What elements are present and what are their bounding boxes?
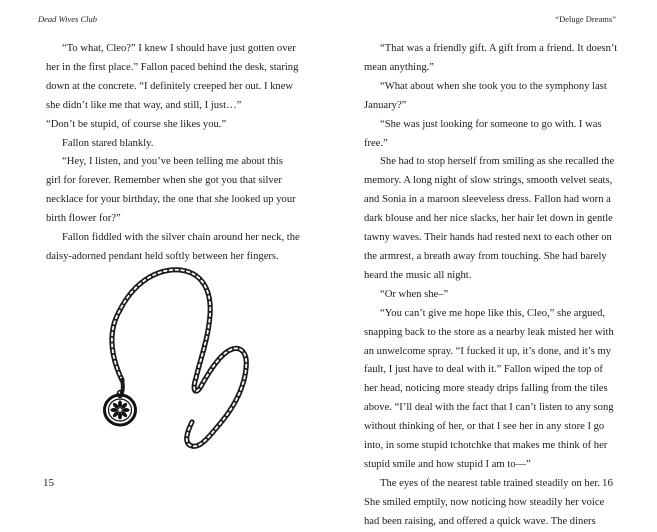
text-line: “Don’t be stupid, of course she likes you.” (46, 118, 227, 130)
text-line: “What about when she took you to the symphony last (380, 80, 607, 92)
text-line: and Sonia in a maroon sleeveless dress. Fallon had worn a (364, 194, 611, 206)
text-line: the armrest, a breath away from touching. She had barely (364, 250, 607, 262)
text-line: birth flower for?” (46, 213, 121, 225)
text-line: She smiled emptily, now noticing how steadily her voice (364, 496, 605, 508)
text-line: “Hey, I listen, and you’ve been telling me about this (62, 156, 283, 168)
text-line: snapping back to the store as a nearby leak misted her with (364, 326, 614, 338)
text-line: She had to stop herself from smiling as she recalled the (380, 156, 615, 168)
text-line: she didn’t like me that way, and still, I just…” (46, 99, 242, 111)
left-page (0, 0, 328, 508)
text-line: heard the music all night. (364, 269, 472, 281)
text-line: dark blouse and her nice slacks, her hair let down in gentle (364, 213, 613, 225)
right-page (328, 0, 657, 527)
text-line: down at the concrete. “I definitely creeped her out. I knew (46, 80, 294, 92)
text-line: Fallon stared blankly. (62, 137, 154, 149)
text-line: necklace for your birthday, the one that she looked up your (46, 194, 296, 206)
text-line: January?” (364, 99, 407, 111)
text-line: fault, I just have to deal with it.” Fallon wiped the top of (364, 364, 603, 376)
right-page-body-text (364, 40, 626, 532)
text-line: “To what, Cleo?” I knew I should have just gotten over (62, 43, 296, 54)
text-line: “She was just looking for someone to go with. I was (380, 118, 602, 130)
left-page-body-text (46, 40, 300, 267)
page-number: 16 (602, 477, 613, 489)
text-line: her head, noticing more steady drips falling from the tiles (364, 383, 608, 395)
text-line: mean anything.” (364, 61, 435, 73)
text-line: Fallon fiddled with the silver chain around her neck, the (62, 232, 300, 244)
text-line: without thinking of her, or that I see her in any store I go (364, 421, 605, 433)
text-line: an unwelcome spray. “I fucked it up, it’s done, and it’s my (364, 345, 612, 357)
running-head-chapter-title: “Deluge Dreams” (555, 14, 616, 24)
text-line: above. “I’ll deal with the fact that I can’t listen to any song (364, 402, 614, 414)
text-line: daisy-adorned pendant held softly between her fingers. (46, 250, 279, 262)
page-number: 15 (43, 477, 54, 489)
running-head-book-title: Dead Wives Club (38, 14, 98, 24)
necklace-with-daisy-pendant-icon (100, 260, 300, 460)
text-line: “That was a friendly gift. A gift from a friend. It doesn’t (380, 43, 618, 54)
text-line: “You can’t give me hope like this, Cleo,” she argued, (380, 307, 606, 319)
text-line: into, in some stupid tchotchke that makes me think of her (364, 440, 608, 452)
text-line: memory. A long night of slow strings, smooth velvet seats, (364, 175, 613, 187)
text-line: “Or when she–” (380, 288, 449, 300)
daisy-pendant (105, 391, 136, 425)
text-line: The eyes of the nearest table trained steadily on her. (380, 477, 601, 489)
text-line: had been raising, and offered a quick wave. The diners (364, 515, 596, 527)
text-line: free.” (364, 137, 388, 149)
text-line: tawny waves. Their hands had rested next to each other on (364, 232, 612, 244)
text-line: stupid smile and how stupid I am to—” (364, 458, 531, 470)
text-line: her in the first place.” Fallon paced behind the desk, staring (46, 61, 299, 73)
text-line: girl for forever. Remember when she got you that silver (46, 175, 282, 187)
